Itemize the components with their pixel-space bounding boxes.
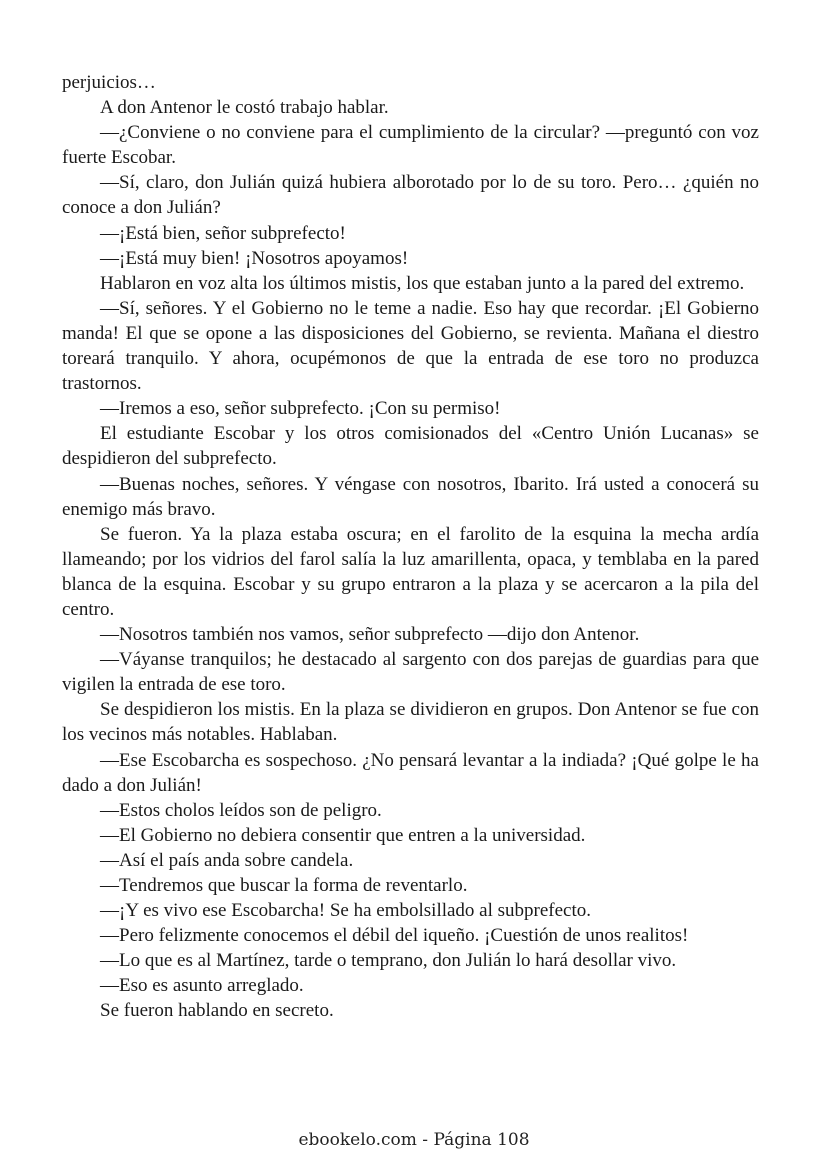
footer-page-label: ebookelo.com - Página 108	[298, 1130, 530, 1150]
paragraph: A don Antenor le costó trabajo hablar.	[100, 97, 389, 119]
paragraph: —Buenas noches, señores. Y véngase con nosotros, Ibarito. Irá usted a conocerá su enemigo más bravo.	[62, 473, 759, 520]
page-footer	[0, 1130, 828, 1150]
paragraph: —Eso es asunto arreglado.	[100, 975, 304, 997]
paragraph: —Nosotros también nos vamos, señor subprefecto —dijo don Antenor.	[100, 624, 640, 646]
paragraph: —Estos cholos leídos son de peligro.	[100, 799, 382, 821]
paragraph: —¡Y es vivo ese Escobarcha! Se ha embolsillado al subprefecto.	[100, 900, 592, 922]
paragraph: —Iremos a eso, señor subprefecto. ¡Con su permiso!	[100, 398, 501, 420]
paragraph: —Sí, claro, don Julián quizá hubiera alborotado por lo de su toro. Pero… ¿quién no conoce a don Julián?	[62, 172, 759, 219]
paragraph: —¿Conviene o no conviene para el cumplimiento de la circular? —preguntó con voz fuerte Escobar.	[62, 122, 759, 169]
paragraph: —Váyanse tranquilos; he destacado al sargento con dos parejas de guardias para que vigilen la entrada de ese toro.	[62, 649, 759, 696]
paragraph: —Pero felizmente conocemos el débil del iqueño. ¡Cuestión de unos realitos!	[100, 925, 689, 947]
paragraph: Se despidieron los mistis. En la plaza se dividieron en grupos. Don Antenor se fue con los vecinos más notables. Hablaban.	[62, 699, 759, 746]
paragraph: —Lo que es al Martínez, tarde o temprano, don Julián lo hará desollar vivo.	[100, 950, 677, 972]
paragraph: perjuicios…	[62, 72, 156, 93]
paragraph: Se fueron. Ya la plaza estaba oscura; en el farolito de la esquina la mecha ardía llameando; por los vidrios del farol salía la luz amarillenta, opaca, y temblaba en la pared blanca de la esquina. Escobar y su grupo entraron a la plaza y se acercaron a la pila del centro.	[62, 523, 759, 620]
paragraph: —El Gobierno no debiera consentir que entren a la universidad.	[100, 824, 586, 846]
paragraph: —Tendremos que buscar la forma de reventarlo.	[100, 875, 468, 896]
paragraph: Hablaron en voz alta los últimos mistis, los que estaban junto a la pared del extremo.	[100, 272, 745, 294]
paragraph: —Ese Escobarcha es sospechoso. ¿No pensará levantar a la indiada? ¡Qué golpe le ha dado a don Julián!	[62, 749, 759, 796]
paragraph: —¡Está muy bien! ¡Nosotros apoyamos!	[100, 247, 409, 269]
paragraph: —Así el país anda sobre candela.	[100, 849, 354, 871]
paragraph: —Sí, señores. Y el Gobierno no le teme a nadie. Eso hay que recordar. ¡El Gobierno manda! El que se opone a las disposiciones del Gobierno, se revienta. Mañana el diestro toreará tranquilo. Y ahora, ocupémonos de que la entrada de ese toro no produzca trastornos.	[62, 297, 759, 395]
page-body	[62, 70, 759, 1024]
paragraph: El estudiante Escobar y los otros comisionados del «Centro Unión Lucanas» se despidieron del subprefecto.	[62, 423, 759, 470]
paragraph: —¡Está bien, señor subprefecto!	[100, 222, 346, 244]
paragraph: Se fueron hablando en secreto.	[100, 1000, 334, 1022]
